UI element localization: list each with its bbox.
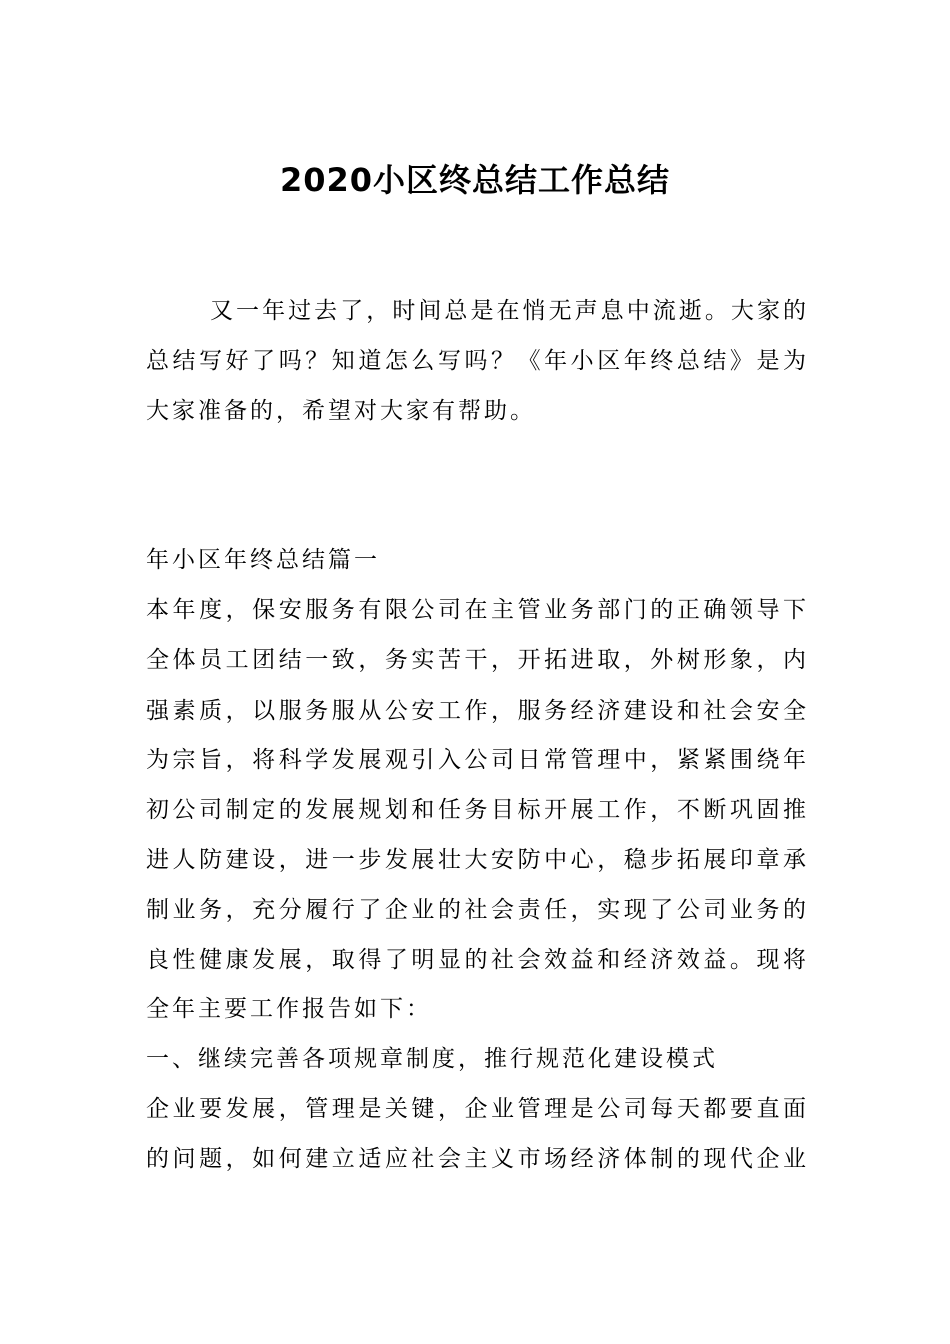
paragraph-line: 初公司制定的发展规划和任务目标开展工作，不断巩固推 (146, 797, 806, 823)
paragraph-line: 良性健康发展，取得了明显的社会效益和经济效益。现将 (146, 947, 806, 973)
intro-line-3: 大家准备的，希望对大家有帮助。 (146, 398, 536, 424)
paragraph-line: 全体员工团结一致，务实苦干，开拓进取，外树形象，内 (146, 647, 806, 673)
paragraph-line: 强素质，以服务服从公安工作，服务经济建设和社会安全 (146, 698, 806, 724)
intro-line-2: 总结写好了吗？知道怎么写吗？《年小区年终总结》是为 (146, 348, 806, 374)
document-title: 2020小区终总结工作总结 (279, 161, 671, 199)
section-heading: 年小区年终总结篇一 (146, 547, 380, 573)
paragraph-line: 制业务，充分履行了企业的社会责任，实现了公司业务的 (146, 897, 806, 923)
subsection-heading: 一、继续完善各项规章制度，推行规范化建设模式 (146, 1046, 718, 1072)
paragraph-line: 进人防建设，进一步发展壮大安防中心，稳步拓展印章承 (146, 847, 806, 873)
paragraph-line: 本年度，保安服务有限公司在主管业务部门的正确领导下 (146, 597, 806, 623)
paragraph-line: 的问题，如何建立适应社会主义市场经济体制的现代企业 (146, 1146, 806, 1172)
intro-line-1: 又一年过去了，时间总是在悄无声息中流逝。大家的 (210, 298, 806, 324)
paragraph-line: 为宗旨，将科学发展观引入公司日常管理中，紧紧围绕年 (146, 747, 806, 773)
paragraph-line: 全年主要工作报告如下： (146, 996, 432, 1022)
paragraph-line: 企业要发展，管理是关键，企业管理是公司每天都要直面 (146, 1096, 806, 1122)
